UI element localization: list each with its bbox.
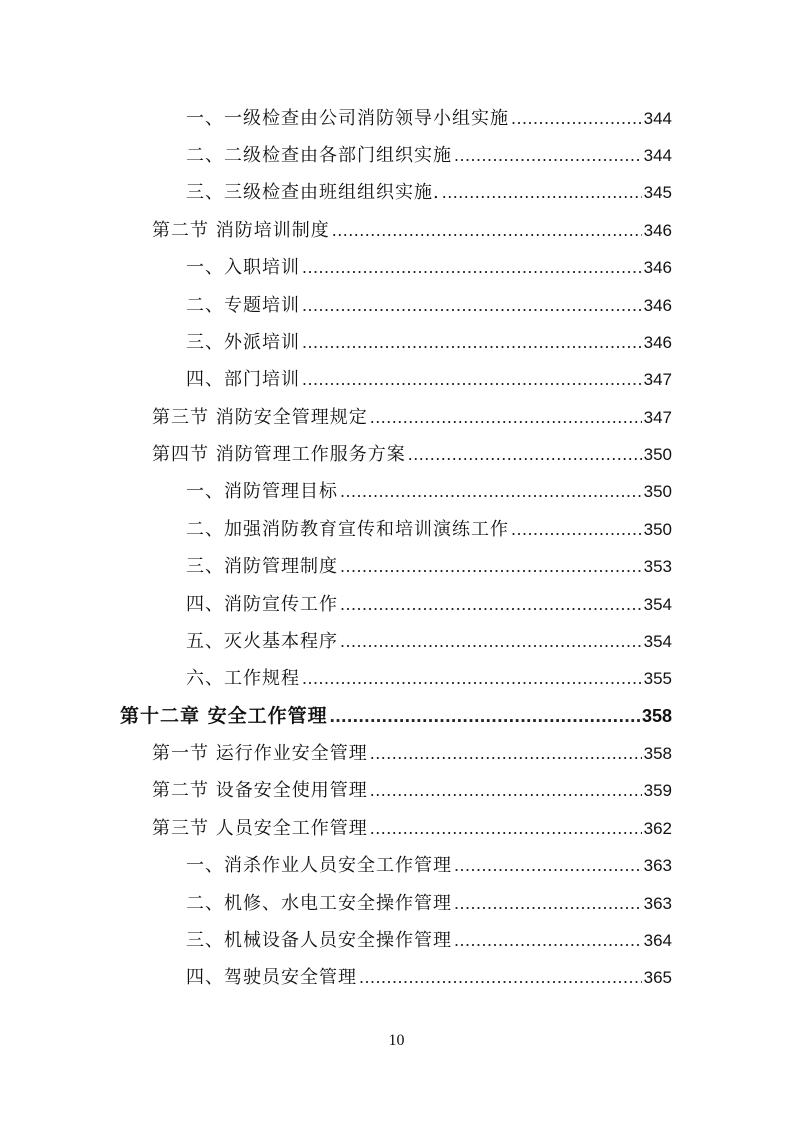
- toc-leader-dots: [340, 586, 642, 622]
- toc-entry-page: 346: [643, 296, 672, 315]
- toc-leader-dots: [454, 847, 642, 883]
- toc-entry-page: 350: [643, 520, 672, 539]
- toc-leader-dots: [370, 772, 642, 808]
- toc-entry-page: 358: [643, 744, 672, 763]
- toc-leader-dots: [330, 699, 640, 735]
- toc-entry-title: 第四节 消防管理工作服务方案: [152, 444, 406, 465]
- toc-entry-page: 345: [643, 183, 672, 202]
- toc-entry-title: 二、加强消防教育宣传和培训演练工作: [186, 519, 509, 540]
- toc-entry-page: 347: [643, 408, 672, 427]
- toc-entry-page: 365: [643, 968, 672, 987]
- toc-entry-page: 344: [643, 109, 672, 128]
- toc-entry-page: 363: [643, 894, 672, 913]
- toc-leader-dots: [340, 473, 642, 509]
- toc-entry[interactable]: [152, 212, 672, 248]
- toc-leader-dots: [370, 810, 642, 846]
- toc-entry[interactable]: [186, 100, 672, 136]
- toc-entry-page: 362: [643, 819, 672, 838]
- toc-entry-title: 三、外派培训: [186, 332, 300, 353]
- toc-leader-dots: [302, 249, 642, 285]
- toc-entry-title: 四、消防宣传工作: [186, 594, 338, 615]
- toc-entry[interactable]: [152, 436, 672, 472]
- toc-entry[interactable]: [186, 847, 672, 883]
- toc-leader-dots: [454, 137, 642, 173]
- toc-entry-title: 一、消防管理目标: [186, 481, 338, 502]
- toc-leader-dots: [302, 324, 642, 360]
- toc-entry-page: 355: [643, 669, 672, 688]
- toc-entry[interactable]: [186, 249, 672, 285]
- toc-leader-dots: [332, 212, 642, 248]
- toc-leader-dots: [370, 735, 642, 771]
- toc-entry[interactable]: [152, 810, 672, 846]
- toc-entry[interactable]: [186, 137, 672, 173]
- toc-leader-dots: [370, 399, 642, 435]
- toc-entry-page: 363: [643, 856, 672, 875]
- toc-entry-title: 第二节 设备安全使用管理: [152, 780, 368, 801]
- toc-entry[interactable]: [186, 174, 672, 210]
- toc-entry-page: 353: [643, 557, 672, 576]
- toc-entry[interactable]: [186, 473, 672, 509]
- toc-entry[interactable]: [186, 959, 672, 995]
- toc-entry-title: 三、三级检查由班组组织实施.: [186, 182, 440, 203]
- toc-entry[interactable]: [186, 623, 672, 659]
- toc-entry-title: 第十二章 安全工作管理: [120, 705, 328, 727]
- toc-entry-title: 三、消防管理制度: [186, 556, 338, 577]
- toc-leader-dots: [511, 511, 642, 547]
- toc-entry-page: 346: [643, 333, 672, 352]
- toc-entry-page: 359: [643, 781, 672, 800]
- toc-entry[interactable]: [186, 586, 672, 622]
- toc-leader-dots: [302, 660, 642, 696]
- toc-entry-title: 第三节 人员安全工作管理: [152, 818, 368, 839]
- toc-entry-page: 358: [641, 706, 672, 726]
- toc-entry-title: 第一节 运行作业安全管理: [152, 743, 368, 764]
- toc-entry-title: 二、机修、水电工安全操作管理: [186, 893, 452, 914]
- toc-entry-page: 346: [643, 258, 672, 277]
- toc-entry[interactable]: [152, 735, 672, 771]
- toc-entry[interactable]: [186, 885, 672, 921]
- toc-entry-page: 354: [643, 632, 672, 651]
- toc-entry-page: 346: [643, 221, 672, 240]
- toc-entry[interactable]: [186, 660, 672, 696]
- toc-entry[interactable]: [186, 548, 672, 584]
- toc-entry-title: 一、一级检查由公司消防领导小组实施: [186, 108, 509, 129]
- toc-entry-page: 344: [643, 146, 672, 165]
- toc-leader-dots: [408, 436, 642, 472]
- page-number: 10: [388, 1032, 405, 1049]
- toc-entry[interactable]: [186, 361, 672, 397]
- toc-leader-dots: [511, 100, 642, 136]
- toc-entry-page: 350: [643, 482, 672, 501]
- toc-entry-page: 364: [643, 931, 672, 950]
- toc-entry[interactable]: [152, 399, 672, 435]
- toc-entry[interactable]: [152, 772, 672, 808]
- toc-entry-page: 354: [643, 595, 672, 614]
- toc-entry-title: 三、机械设备人员安全操作管理: [186, 930, 452, 951]
- toc-entry-title: 六、工作规程: [186, 668, 300, 689]
- toc-leader-dots: [302, 287, 642, 323]
- toc-entry[interactable]: [186, 324, 672, 360]
- toc-leader-dots: [454, 885, 642, 921]
- toc-entry-title: 一、消杀作业人员安全工作管理: [186, 855, 452, 876]
- toc-entry[interactable]: [186, 287, 672, 323]
- toc-entry-title: 二、专题培训: [186, 295, 300, 316]
- toc-entry-title: 一、入职培训: [186, 257, 300, 278]
- toc-leader-dots: [442, 174, 642, 210]
- toc-entry[interactable]: [186, 922, 672, 958]
- toc-entry-title: 第二节 消防培训制度: [152, 220, 330, 241]
- toc-leader-dots: [340, 623, 642, 659]
- toc-leader-dots: [359, 959, 642, 995]
- toc-entry-page: 350: [643, 445, 672, 464]
- toc-entry-title: 五、灭火基本程序: [186, 631, 338, 652]
- toc-entry-page: 347: [643, 370, 672, 389]
- toc-leader-dots: [340, 548, 642, 584]
- toc-entry-title: 四、驾驶员安全管理: [186, 967, 357, 988]
- toc-entry-title: 第三节 消防安全管理规定: [152, 407, 368, 428]
- toc-entry-title: 四、部门培训: [186, 369, 300, 390]
- toc-leader-dots: [454, 922, 642, 958]
- toc-entry-title: 二、二级检查由各部门组织实施: [186, 145, 452, 166]
- toc-entry-chapter[interactable]: [120, 698, 672, 734]
- toc-entry[interactable]: [186, 511, 672, 547]
- toc-leader-dots: [302, 361, 642, 397]
